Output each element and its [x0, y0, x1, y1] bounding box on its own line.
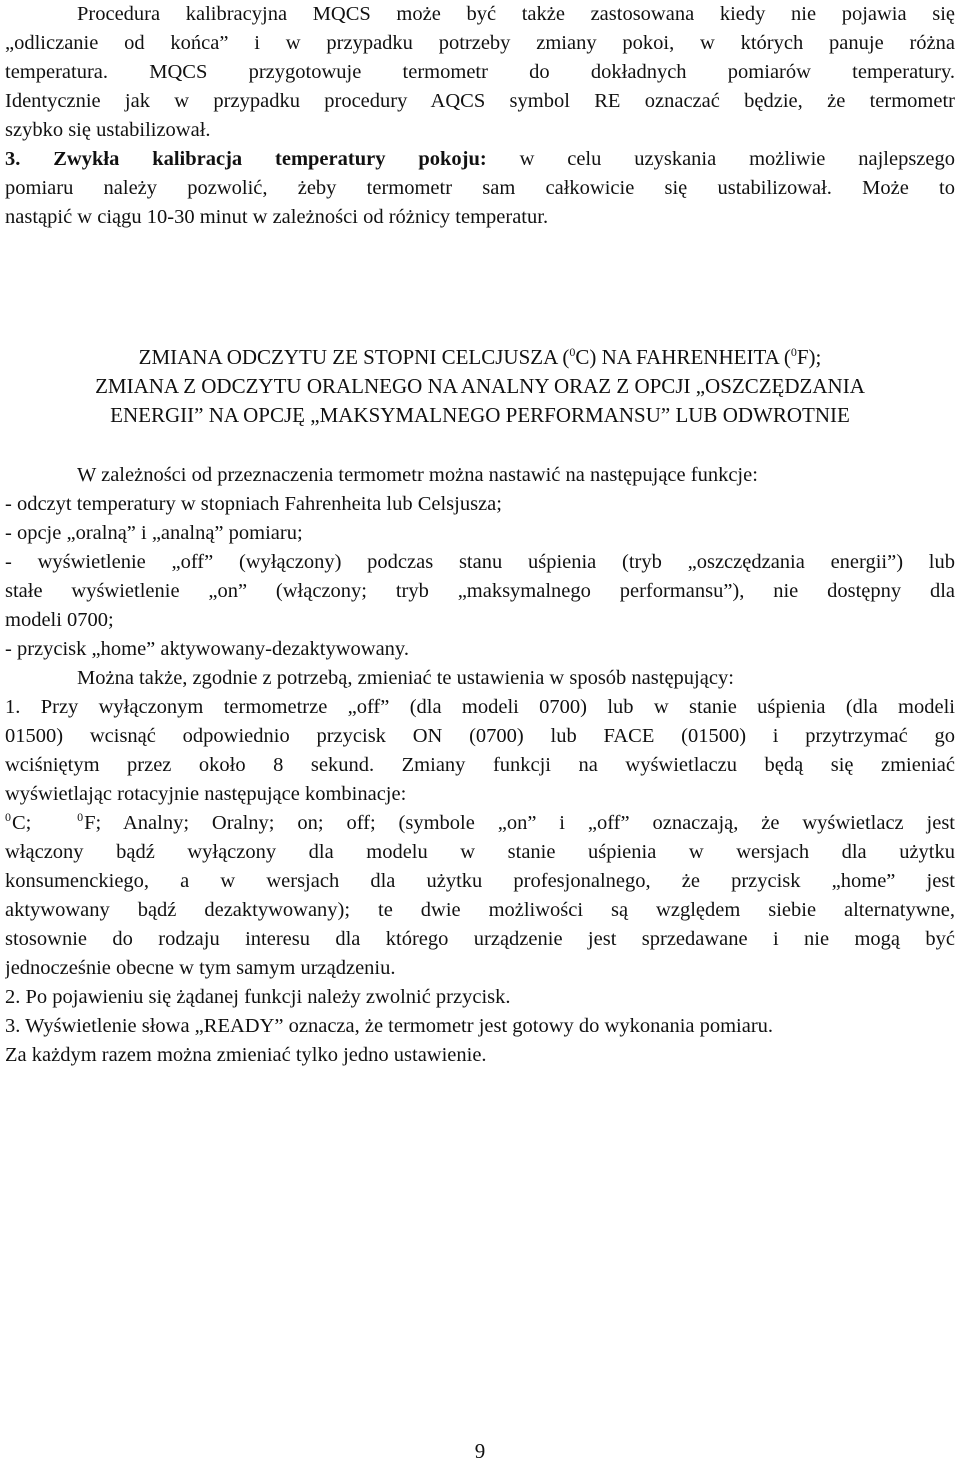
- paragraph-line: [5, 145, 955, 174]
- procedure-line: $^0$C; $^0$F; Analny; Oralny; on; off; (symbole „on” i „off” oznaczają, że wyświetlacz jest: [5, 810, 955, 834]
- procedure-line: konsumenckiego, a w wersjach dla użytku profesjonalnego, że przycisk „home” jest: [5, 870, 955, 892]
- section-heading: 3. Zwykła kalibracja temperatury pokoju:: [5, 148, 487, 170]
- paragraph-line: Procedura kalibracyjna MQCS może być także zastosowana kiedy nie pojawia się: [77, 3, 955, 25]
- paragraph-line: temperatura. MQCS przygotowuje termometr do dokładnych pomiarów temperatury.: [5, 61, 955, 83]
- page-number: 9: [474, 1439, 486, 1463]
- procedure-line: włączony bądź wyłączony dla modelu w stanie uśpienia w wersjach dla użytku: [5, 841, 955, 863]
- section-title-line: ZMIANA Z ODCZYTU ORALNEGO NA ANALNY ORAZ Z OPCJI „OSZCZĘDZANIA: [95, 374, 865, 398]
- list-item: - odczyt temperatury w stopniach Fahrenheita lub Celsjusza;: [5, 493, 502, 515]
- paragraph-line: Identycznie jak w przypadku procedury AQCS symbol RE oznaczać będzie, że termometr: [5, 90, 955, 112]
- procedure-note: Za każdym razem można zmieniać tylko jedno ustawienie.: [5, 1044, 487, 1066]
- section-title-line: ZMIANA ODCZYTU ZE STOPNI CELCJUSZA ($^0$C) NA FAHRENHEITA ($^0$F);: [138, 345, 822, 369]
- list-item: - opcje „oralną” i „analną” pomiaru;: [5, 522, 303, 544]
- procedure-line: wciśniętym przez około 8 sekund. Zmiany funkcji na wyświetlaczu będą się zmieniać: [5, 754, 955, 776]
- paragraph-line: nastąpić w ciągu 10-30 minut w zależności od różnicy temperatur.: [5, 206, 549, 228]
- procedure-line: wyświetlając rotacyjnie następujące kombinacje:: [5, 783, 407, 805]
- list-item: stałe wyświetlenie „on” (włączony; tryb „maksymalnego performansu”), nie dostępny dla: [5, 580, 955, 602]
- procedure-line: stosownie do rodzaju interesu dla którego urządzenie jest sprzedawane i nie mogą być: [5, 928, 955, 950]
- list-item: modeli 0700;: [5, 609, 114, 631]
- paragraph-line: szybko się ustabilizował.: [5, 119, 211, 141]
- paragraph-line: „odliczanie od końca” i w przypadku potrzeby zmiany pokoi, w których panuje różna: [5, 32, 955, 54]
- paragraph-text: w celu uzyskania możliwie najlepszego: [519, 148, 955, 170]
- procedure-step: 2. Po pojawieniu się żądanej funkcji należy zwolnić przycisk.: [5, 986, 511, 1008]
- list-item: - wyświetlenie „off” (wyłączony) podczas stanu uśpienia (tryb „oszczędzania energii”) lub: [5, 551, 955, 573]
- section-title-line: ENERGII” NA OPCJĘ „MAKSYMALNEGO PERFORMANSU” LUB ODWROTNIE: [110, 403, 850, 427]
- list-item: - przycisk „home” aktywowany-dezaktywowany.: [5, 638, 409, 660]
- procedure-line: 1. Przy wyłączonym termometrze „off” (dla modeli 0700) lub w stanie uśpienia (dla modeli: [5, 696, 955, 718]
- paragraph-line: pomiaru należy pozwolić, żeby termometr sam całkowicie się ustabilizował. Może to: [5, 177, 955, 199]
- procedure-line: aktywowany bądź dezaktywowany); te dwie możliwości są względem siebie alternatywne,: [5, 899, 955, 921]
- procedure-intro: Można także, zgodnie z potrzebą, zmieniać te ustawienia w sposób następujący:: [77, 667, 734, 689]
- procedure-step: 3. Wyświetlenie słowa „READY” oznacza, że termometr jest gotowy do wykonania pomiaru.: [5, 1015, 774, 1037]
- functions-intro: W zależności od przeznaczenia termometr można nastawić na następujące funkcje:: [77, 464, 758, 486]
- procedure-line: 01500) wcisnąć odpowiednio przycisk ON (0700) lub FACE (01500) i przytrzymać go: [5, 725, 955, 747]
- procedure-line: jednocześnie obecne w tym samym urządzeniu.: [5, 957, 396, 979]
